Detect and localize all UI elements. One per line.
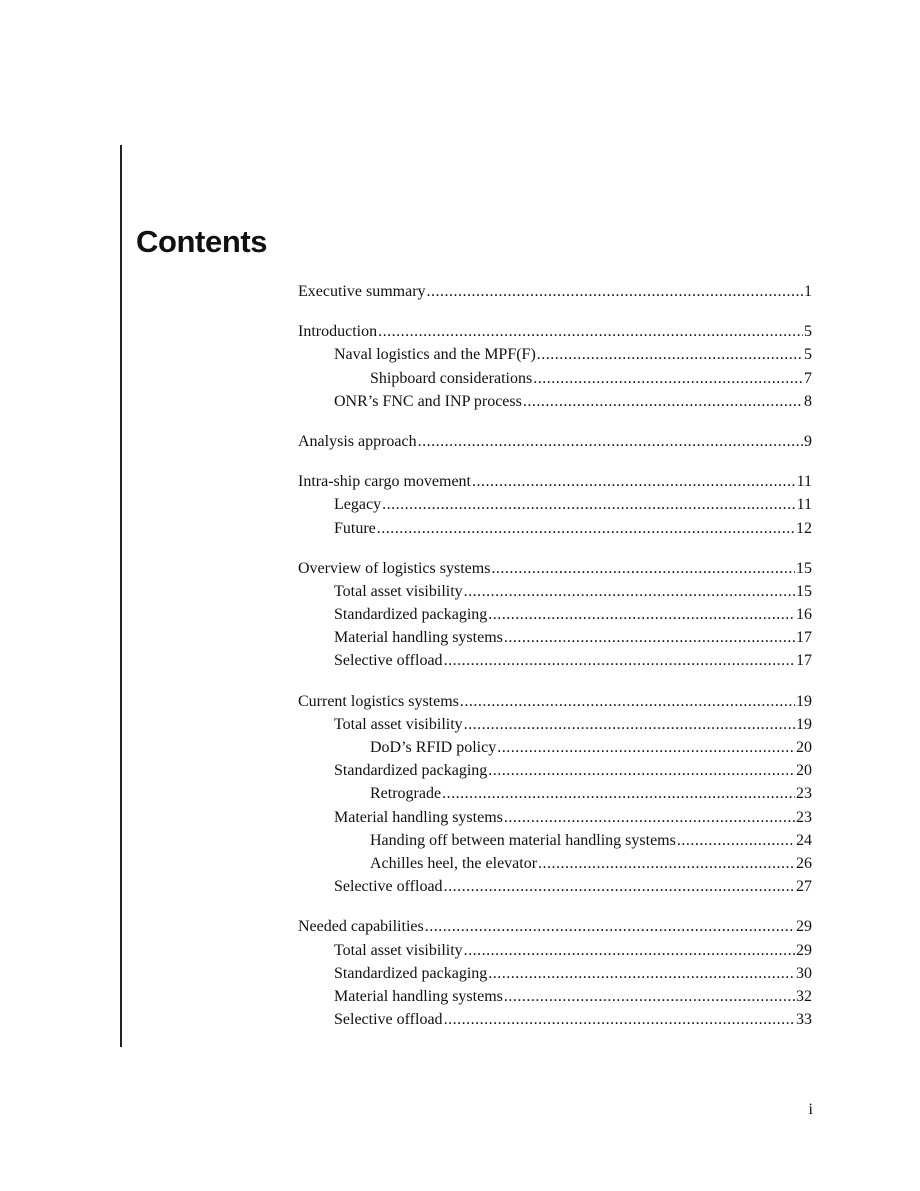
toc-entry[interactable] — [298, 343, 812, 366]
dot-leader — [472, 470, 796, 493]
toc-entry-page: 17 — [796, 629, 812, 647]
toc-entry[interactable] — [298, 962, 812, 985]
toc-entry[interactable] — [298, 759, 812, 782]
dot-leader — [464, 580, 795, 603]
toc-entry[interactable] — [298, 690, 812, 713]
toc-entry[interactable] — [298, 875, 812, 898]
dot-leader — [538, 852, 795, 875]
toc-entry-page: 1 — [804, 283, 812, 300]
toc-entry[interactable] — [298, 470, 812, 493]
toc-entry-title: Total asset visibility — [334, 941, 463, 959]
toc-entry[interactable] — [298, 915, 812, 938]
toc-entry[interactable] — [298, 430, 812, 453]
toc-entry[interactable] — [298, 829, 812, 852]
toc-entry[interactable] — [298, 806, 812, 829]
toc-entry-page: 5 — [804, 346, 812, 364]
toc-entry-page: 8 — [804, 392, 812, 410]
toc-entry-title: DoD’s RFID policy — [370, 739, 497, 756]
toc-entry[interactable] — [298, 493, 812, 516]
toc-entry-title: Selective offload — [334, 652, 443, 670]
toc-entry-title: Material handling systems — [334, 629, 503, 647]
toc-entry-title: Material handling systems — [334, 987, 503, 1005]
toc-entry-page: 17 — [796, 652, 812, 670]
toc-entry-page: 30 — [796, 964, 812, 982]
toc-entry-page: 7 — [804, 369, 812, 387]
dot-leader — [464, 713, 795, 736]
toc-entry-title: Introduction — [298, 323, 378, 341]
toc-entry-page: 11 — [796, 473, 812, 491]
toc-entry-title: Standardized packaging — [334, 964, 488, 982]
toc-entry-page: 29 — [796, 941, 812, 959]
toc-entry-title: Achilles heel, the elevator — [370, 854, 538, 872]
toc-entry[interactable] — [298, 649, 812, 672]
toc-entry-page: 26 — [796, 854, 812, 872]
dot-leader — [444, 649, 795, 672]
toc-entry[interactable] — [298, 985, 812, 1008]
toc-entry[interactable] — [298, 626, 812, 649]
toc-entry-page: 29 — [796, 918, 812, 936]
toc-entry-page: 9 — [804, 432, 812, 450]
dot-leader — [418, 430, 803, 453]
dot-leader — [488, 759, 795, 782]
page-number: i — [808, 1101, 813, 1118]
dot-leader — [523, 390, 803, 413]
toc-entry[interactable] — [298, 367, 812, 390]
dot-leader — [533, 367, 803, 390]
toc-entry[interactable] — [298, 557, 812, 580]
toc-entry-title: Analysis approach — [298, 432, 417, 450]
toc-entry-page: 16 — [796, 606, 812, 624]
toc-entry-title: Legacy — [334, 496, 382, 514]
toc-entry-page: 32 — [796, 987, 812, 1005]
toc-entry-page: 20 — [796, 739, 812, 756]
toc-entry[interactable] — [298, 603, 812, 626]
dot-leader — [378, 320, 803, 343]
toc-entry-page: 23 — [796, 808, 812, 826]
toc-entry-title: Total asset visibility — [334, 715, 463, 733]
toc-entry[interactable] — [298, 713, 812, 736]
toc-entry-page: 33 — [796, 1011, 812, 1029]
margin-rule — [120, 145, 122, 1047]
toc-entry-title: Standardized packaging — [334, 762, 488, 780]
toc-entry-page: 15 — [796, 559, 812, 577]
toc-entry[interactable] — [298, 280, 812, 303]
dot-leader — [464, 939, 795, 962]
toc-entry-title: Total asset visibility — [334, 582, 463, 600]
toc-entry-title: Handing off between material handling systems — [370, 831, 676, 849]
dot-leader — [504, 806, 795, 829]
toc-entry[interactable] — [298, 320, 812, 343]
dot-leader — [444, 875, 795, 898]
dot-leader — [537, 343, 803, 366]
dot-leader — [442, 782, 795, 805]
toc-section — [298, 915, 812, 1031]
toc-entry-title: Intra-ship cargo movement — [298, 473, 471, 491]
toc-entry[interactable] — [298, 736, 812, 759]
page-title: Contents — [136, 224, 268, 259]
toc-entry-page: 20 — [796, 762, 812, 780]
toc-entry-title: ONR’s FNC and INP process — [334, 392, 522, 410]
dot-leader — [504, 626, 795, 649]
dot-leader — [382, 493, 796, 516]
dot-leader — [488, 603, 795, 626]
toc-section — [298, 557, 812, 673]
dot-leader — [460, 690, 795, 713]
toc-entry-title: Retrograde — [370, 785, 442, 803]
toc-entry-title: Overview of logistics systems — [298, 559, 491, 577]
toc-entry-page: 19 — [796, 692, 812, 710]
toc-section — [298, 690, 812, 899]
dot-leader — [491, 557, 795, 580]
toc-entry-title: Standardized packaging — [334, 606, 488, 624]
toc-entry[interactable] — [298, 939, 812, 962]
toc-entry-page: 11 — [796, 496, 812, 514]
toc-entry-title: Selective offload — [334, 878, 443, 896]
toc-entry[interactable] — [298, 580, 812, 603]
toc-entry[interactable] — [298, 390, 812, 413]
dot-leader — [425, 915, 795, 938]
toc-entry-page: 24 — [796, 831, 812, 849]
toc-section — [298, 280, 812, 303]
toc-entry-page: 12 — [796, 519, 812, 537]
toc-entry[interactable] — [298, 852, 812, 875]
toc-entry-title: Shipboard considerations — [370, 369, 533, 387]
toc-entry-title: Current logistics systems — [298, 692, 459, 710]
toc-section — [298, 320, 812, 413]
toc-entry-title: Executive summary — [298, 283, 426, 300]
toc-section — [298, 430, 812, 453]
toc-section — [298, 470, 812, 540]
toc-entry[interactable] — [298, 1008, 812, 1031]
toc-entry-title: Selective offload — [334, 1011, 443, 1029]
toc-entry-title: Material handling systems — [334, 808, 503, 826]
dot-leader — [677, 829, 795, 852]
toc-entry-title: Future — [334, 519, 376, 537]
toc-entry[interactable] — [298, 517, 812, 540]
dot-leader — [488, 962, 795, 985]
table-of-contents — [298, 280, 812, 1048]
dot-leader — [427, 280, 803, 303]
toc-entry-page: 23 — [796, 785, 812, 803]
toc-entry[interactable] — [298, 782, 812, 805]
dot-leader — [377, 517, 795, 540]
dot-leader — [504, 985, 795, 1008]
toc-entry-title: Naval logistics and the MPF(F) — [334, 346, 536, 364]
dot-leader — [444, 1008, 795, 1031]
toc-entry-page: 19 — [796, 715, 812, 733]
toc-entry-page: 5 — [804, 323, 812, 341]
toc-entry-title: Needed capabilities — [298, 918, 424, 936]
dot-leader — [497, 736, 795, 759]
toc-entry-page: 27 — [796, 878, 812, 896]
toc-entry-page: 15 — [796, 582, 812, 600]
